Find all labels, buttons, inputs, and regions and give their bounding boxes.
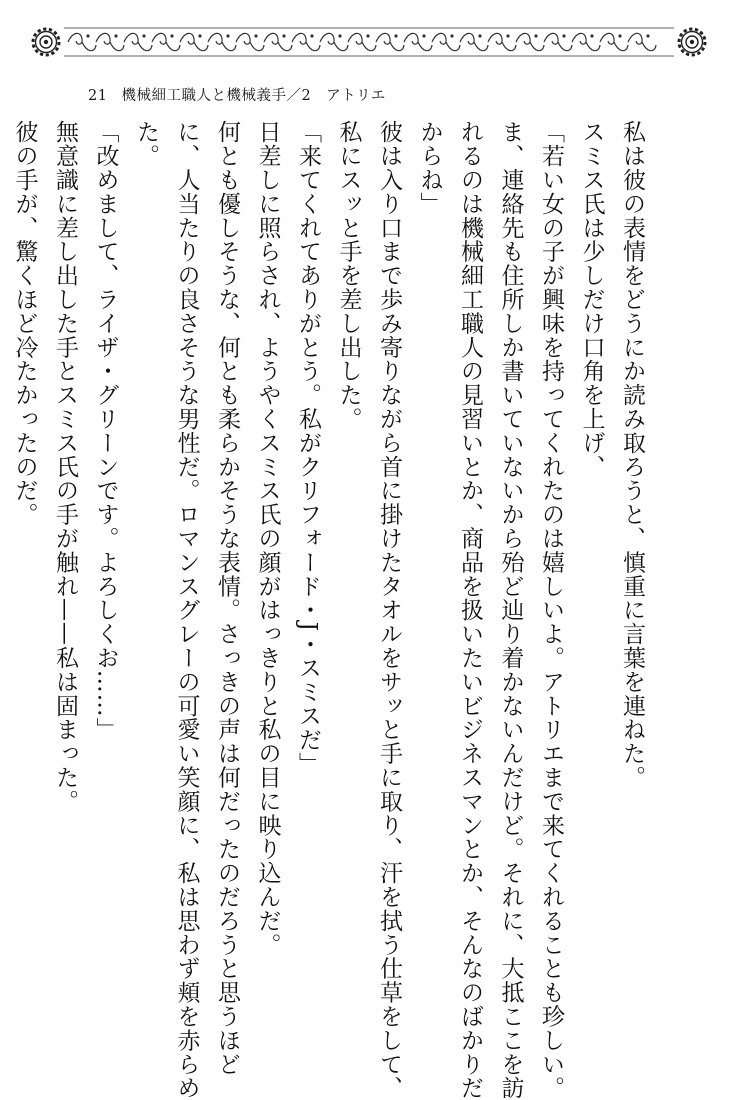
scroll-dot [226,34,229,37]
scroll-motif [628,33,656,50]
scroll-motif [180,33,208,50]
scroll-dot [338,34,341,37]
scroll-motif [488,33,516,50]
scroll-dot [310,34,313,37]
scroll-motif [292,33,320,50]
scroll-dot [422,34,425,37]
scroll-dot [646,34,649,37]
text-line: 「若い女の子が興味を持ってくれたのは嬉しいよ。アトリエまで来てくれることも珍しい。 [538,120,564,1100]
page-number: 21 [88,88,108,104]
text-line: スミス氏は少しだけ口角を上げ、 [578,120,605,479]
text-line: れるのは機械細工職人の見習いとか、商品を扱いたいビジネスマンとか、そんなのばかりだ [457,120,483,1100]
scroll-motif [404,33,432,50]
floral-scroll-icon [68,33,656,50]
scroll-dot [114,34,117,37]
scroll-motif [432,33,460,50]
scroll-dot [366,34,369,37]
scroll-dot [478,34,481,37]
scroll-dot [142,34,145,37]
scroll-motif [320,33,348,50]
scroll-dot [282,34,285,37]
scroll-motif [376,33,404,50]
ornamental-header-band [28,22,710,62]
scroll-dot [590,34,593,37]
scroll-dot [562,34,565,37]
text-line: た。 [133,120,159,168]
scroll-motif [600,33,628,50]
scroll-dot [198,34,201,37]
gear-icon [33,29,59,55]
text-line: ま、連絡先も住所しか書いていないから殆ど辿り着かないんだけど。それに、大抵ここを訪 [497,120,524,1100]
scroll-motif [236,33,264,50]
scroll-motif [572,33,600,50]
scroll-motif [152,33,180,50]
text-line: 彼の手が、驚くほど冷たかったのだ。 [11,120,38,527]
scroll-dot [170,34,173,37]
scroll-motif [208,33,236,50]
scroll-dot [450,34,453,37]
text-line: 何とも優しそうな、何とも柔らかそうな表情。さっきの声は何だったのだろうと思うほど [214,120,240,1076]
scroll-dot [254,34,257,37]
text-line: 「来てくれてありがとう。私がクリフォード・J・スミスだ」 [295,120,321,776]
gear-icon [679,29,705,55]
vertical-body-text [11,120,652,1100]
text-line: 私は彼の表情をどうにか読み取ろうと、慎重に言葉を連ねた。 [619,120,645,790]
text-line [0,120,4,990]
scroll-motif [124,33,152,50]
scroll-motif [460,33,488,50]
scroll-dot [506,34,509,37]
scroll-dot [394,34,397,37]
scroll-motif [68,33,96,50]
text-line: 日差しに照らされ、ようやくスミス氏の顔がはっきりと私の目に映り込んだ。 [254,120,281,957]
text-line: からね」 [416,120,443,216]
scroll-motif [516,33,544,50]
scroll-dot [618,34,621,37]
chapter-title: 機械細工職人と機械義手／2 アトリエ [121,88,386,104]
text-line: 彼は入り口まで歩み寄りながら首に掛けたタオルをサッと手に取り、汗を拭う仕草をして、 [376,120,402,1100]
scroll-motif [544,33,572,50]
text-line: 「改めまして、ライザ・グリーンです。よろしくお……」 [92,120,119,742]
scroll-motif [264,33,292,50]
scroll-dot [86,34,89,37]
text-line: に、人当たりの良さそうな男性だ。ロマンスグレーの可愛い笑顔に、私は思わず頬を赤らめ [173,120,200,1100]
scroll-dot [534,34,537,37]
running-header [88,84,648,106]
scroll-motif [348,33,376,50]
text-line: 無意識に差し出した手とスミス氏の手が触れ——私は固まった。 [52,120,78,814]
text-line: 私にスッと手を差し出した。 [335,120,362,431]
scroll-motif [96,33,124,50]
